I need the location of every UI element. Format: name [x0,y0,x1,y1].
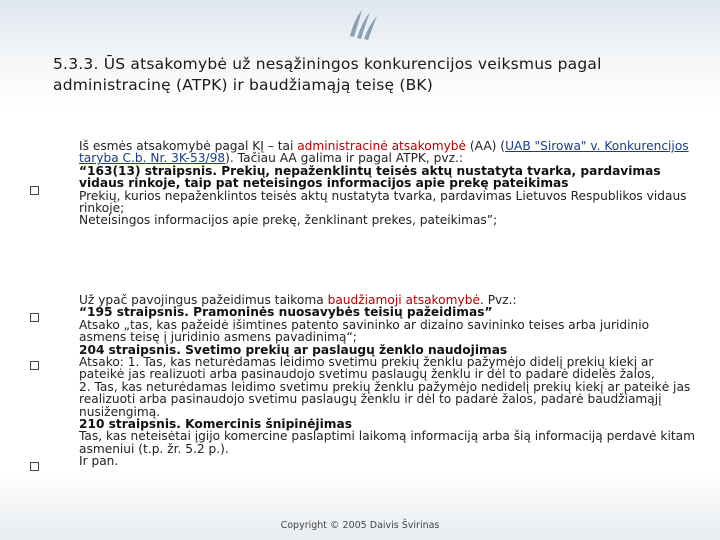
article-210-heading: 210 straipsnis. Komercinis šnipinėjimas [79,417,352,432]
aa-intro-text-2: (AA) ( [466,139,506,153]
administrative-liability-block [79,140,699,227]
article-195-text: Atsako „tas, kas pažeidė išimtines patento savininko ar dizaino savininko teises arba juridinio asmens teisę į juridinio asmens pavadinimą“; [79,317,650,345]
article-204-heading: 204 straipsnis. Svetimo prekių ar paslaugų ženklo naudojimas [79,342,508,357]
article-210-text: Tas, kas neteisėtai įgijo komercine paslaptimi laikomą informaciją arba šią informaciją perdavė kitam asmeniui (t.p. žr. 5.2 p.). [79,429,695,456]
bullet-1-icon [30,186,39,195]
criminal-liability-block [79,294,699,468]
bullet-3-icon [30,361,39,370]
article-204-text-2: 2. Tas, kas neturėdamas leidimo svetimu prekių ženklu pažymėjo nedidelį prekių kiekį ar pateikė jas realizuoti arba pasinaudojo svetimu paslaugų ženklu ir dėl to padarė žalos, padarė baudžiamąjį nusižengimą. [79,379,691,419]
article-195-heading: “195 straipsnis. Pramoninės nuosavybės teisių pažeidimas” [79,305,493,320]
ba-intro-text: Už ypač pavojingus pažeidimus taikoma [79,293,328,307]
ba-highlight: baudžiamoji atsakomybė [327,293,480,307]
slide-title: 5.3.3. ŪS atsakomybė už nesąžiningos konkurencijos veiksmus pagal administracinę (ATPK) ir baudžiamąją teisę (BK) [53,55,602,94]
bullet-2-icon [30,313,39,322]
feather-logo-icon [342,6,382,42]
closing-text: Ir pan. [79,454,119,469]
ba-intro-text-2: . Pvz.: [479,293,517,307]
aa-intro [79,140,699,165]
article-163-line-2: Neteisingos informacijos apie prekę, ženklinant prekes, pateikimas”; [79,213,498,228]
article-163-line-1: Prekių, kurios nepaženklintos teisės aktų nustatyta tvarka, pardavimas Lietuvos Respublikos vidaus rinkoje; [79,188,687,216]
article-163-heading: “163(13) straipsnis. Prekių, nepaženklintų teisės aktų nustatyta tvarka, pardavimas vidaus rinkoje, taip pat neteisingos informacijos apie prekę pateikimas [79,163,661,191]
aa-highlight: administracinė atsakomybė [297,139,467,153]
case-link[interactable]: UAB "Sirowa" v. Konkurencijos taryba C.b. Nr. 3K-53/98 [79,139,689,166]
article-204-text-1: Atsako: 1. Tas, kas neturėdamas leidimo svetimu prekių ženklu pažymėjo didelį prekių kiekį ar pateikė jas realizuoti arba pasinaudojo svetimu paslaugų ženklu ir dėl to padarė didelės žalos, [79,355,655,382]
copyright-footer: Copyright © 2005 Daivis Švirinas [280,520,440,531]
bullet-4-icon [30,462,39,471]
aa-intro-text-3: ). Tačiau AA galima ir pagal ATPK, pvz.: [225,151,463,166]
aa-intro-text: Iš esmės atsakomybė pagal KĮ – tai [79,139,298,153]
